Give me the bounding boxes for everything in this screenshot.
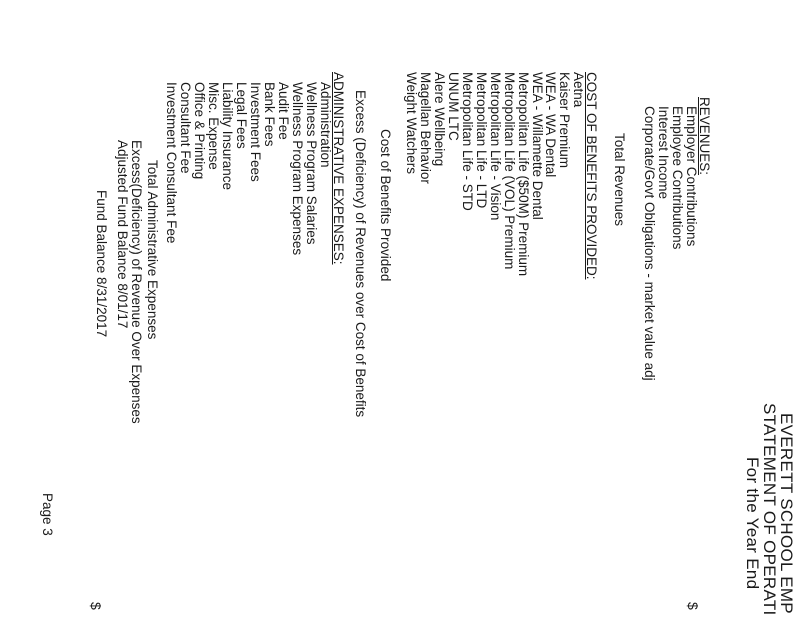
benefit-item: Metropolitan Life - STD bbox=[460, 72, 475, 211]
admin-item: Misc. Expense bbox=[206, 82, 221, 170]
header-title-line-3: For the Year End bbox=[743, 457, 762, 590]
dollar-sign-symbol: $ bbox=[88, 602, 104, 610]
benefit-item: Metropolitan Life ($50M) Premium bbox=[516, 72, 531, 277]
benefit-item: Aetna bbox=[571, 72, 586, 108]
admin-item: Investment Fees bbox=[248, 82, 263, 182]
admin-item: Office & Printing bbox=[192, 82, 207, 180]
revenue-item: Interest Income bbox=[656, 106, 671, 200]
total-revenues-label: Total Revenues bbox=[612, 133, 627, 227]
admin-item: Liability Insurance bbox=[220, 82, 235, 191]
adjusted-fund-balance-label: Adjusted Fund Balance 8/01/17 bbox=[115, 140, 130, 329]
header-title-line-1: EVERETT SCHOOL EMP bbox=[777, 413, 796, 614]
excess-over-expenses-label: Excess(Deficiency) of Revenue Over Expenses bbox=[129, 140, 144, 424]
revenue-item: Employer Contributions bbox=[684, 106, 699, 247]
benefit-item: Kaiser Premium bbox=[557, 72, 572, 169]
benefit-item: Alere Wellbeing bbox=[432, 72, 447, 167]
benefits-heading: COST OF BENEFITS PROVIDED: bbox=[584, 72, 599, 280]
benefit-item: UNUM LTC bbox=[446, 72, 461, 141]
header-title-line-2: STATEMENT OF OPERATI bbox=[760, 403, 779, 616]
fund-balance-label: Fund Balance 8/31/2017 bbox=[94, 190, 109, 338]
admin-item: Investment Consultant Fee bbox=[164, 82, 179, 244]
dollar-sign-symbol: $ bbox=[685, 602, 701, 610]
admin-item: Consultant Fee bbox=[178, 82, 193, 174]
benefit-item: Magellan Behavior bbox=[418, 72, 433, 184]
benefit-item: WEA - WA Dental bbox=[543, 72, 558, 178]
benefit-item: Metropolitan Life (VOL) Premium bbox=[502, 72, 517, 270]
cost-of-benefits-total-label: Cost of Benefits Provided bbox=[378, 129, 393, 282]
benefit-item: Weight Watchers bbox=[404, 72, 419, 175]
excess-over-benefits-label: Excess (Deficiency) of Revenues over Cost of Benefits bbox=[353, 90, 368, 418]
admin-heading: ADMINISTRATIVE EXPENSES: bbox=[331, 72, 346, 265]
benefit-item: WEA - Willamette Dental bbox=[530, 72, 545, 220]
admin-item: Wellness Program Expenses bbox=[290, 82, 305, 256]
admin-item: Administration bbox=[318, 82, 333, 168]
revenues-heading: REVENUES: bbox=[697, 97, 712, 176]
total-admin-expenses-label: Total Administrative Expenses bbox=[145, 160, 160, 340]
benefit-item: Metropolitan Life - LTD bbox=[474, 72, 489, 209]
admin-item: Bank Fees bbox=[262, 82, 277, 147]
benefit-item: Metropolitan Life - Vision bbox=[488, 72, 503, 221]
revenue-item: Corporate/Govt Obligations - market value adj bbox=[642, 106, 657, 381]
admin-item: Audit Fee bbox=[276, 82, 291, 140]
page-number: Page 3 bbox=[40, 493, 55, 536]
admin-item: Legal Fees bbox=[234, 82, 249, 149]
revenue-item: Employee Contributions bbox=[670, 106, 685, 250]
admin-item: Wellness Program Salaries bbox=[304, 82, 319, 245]
